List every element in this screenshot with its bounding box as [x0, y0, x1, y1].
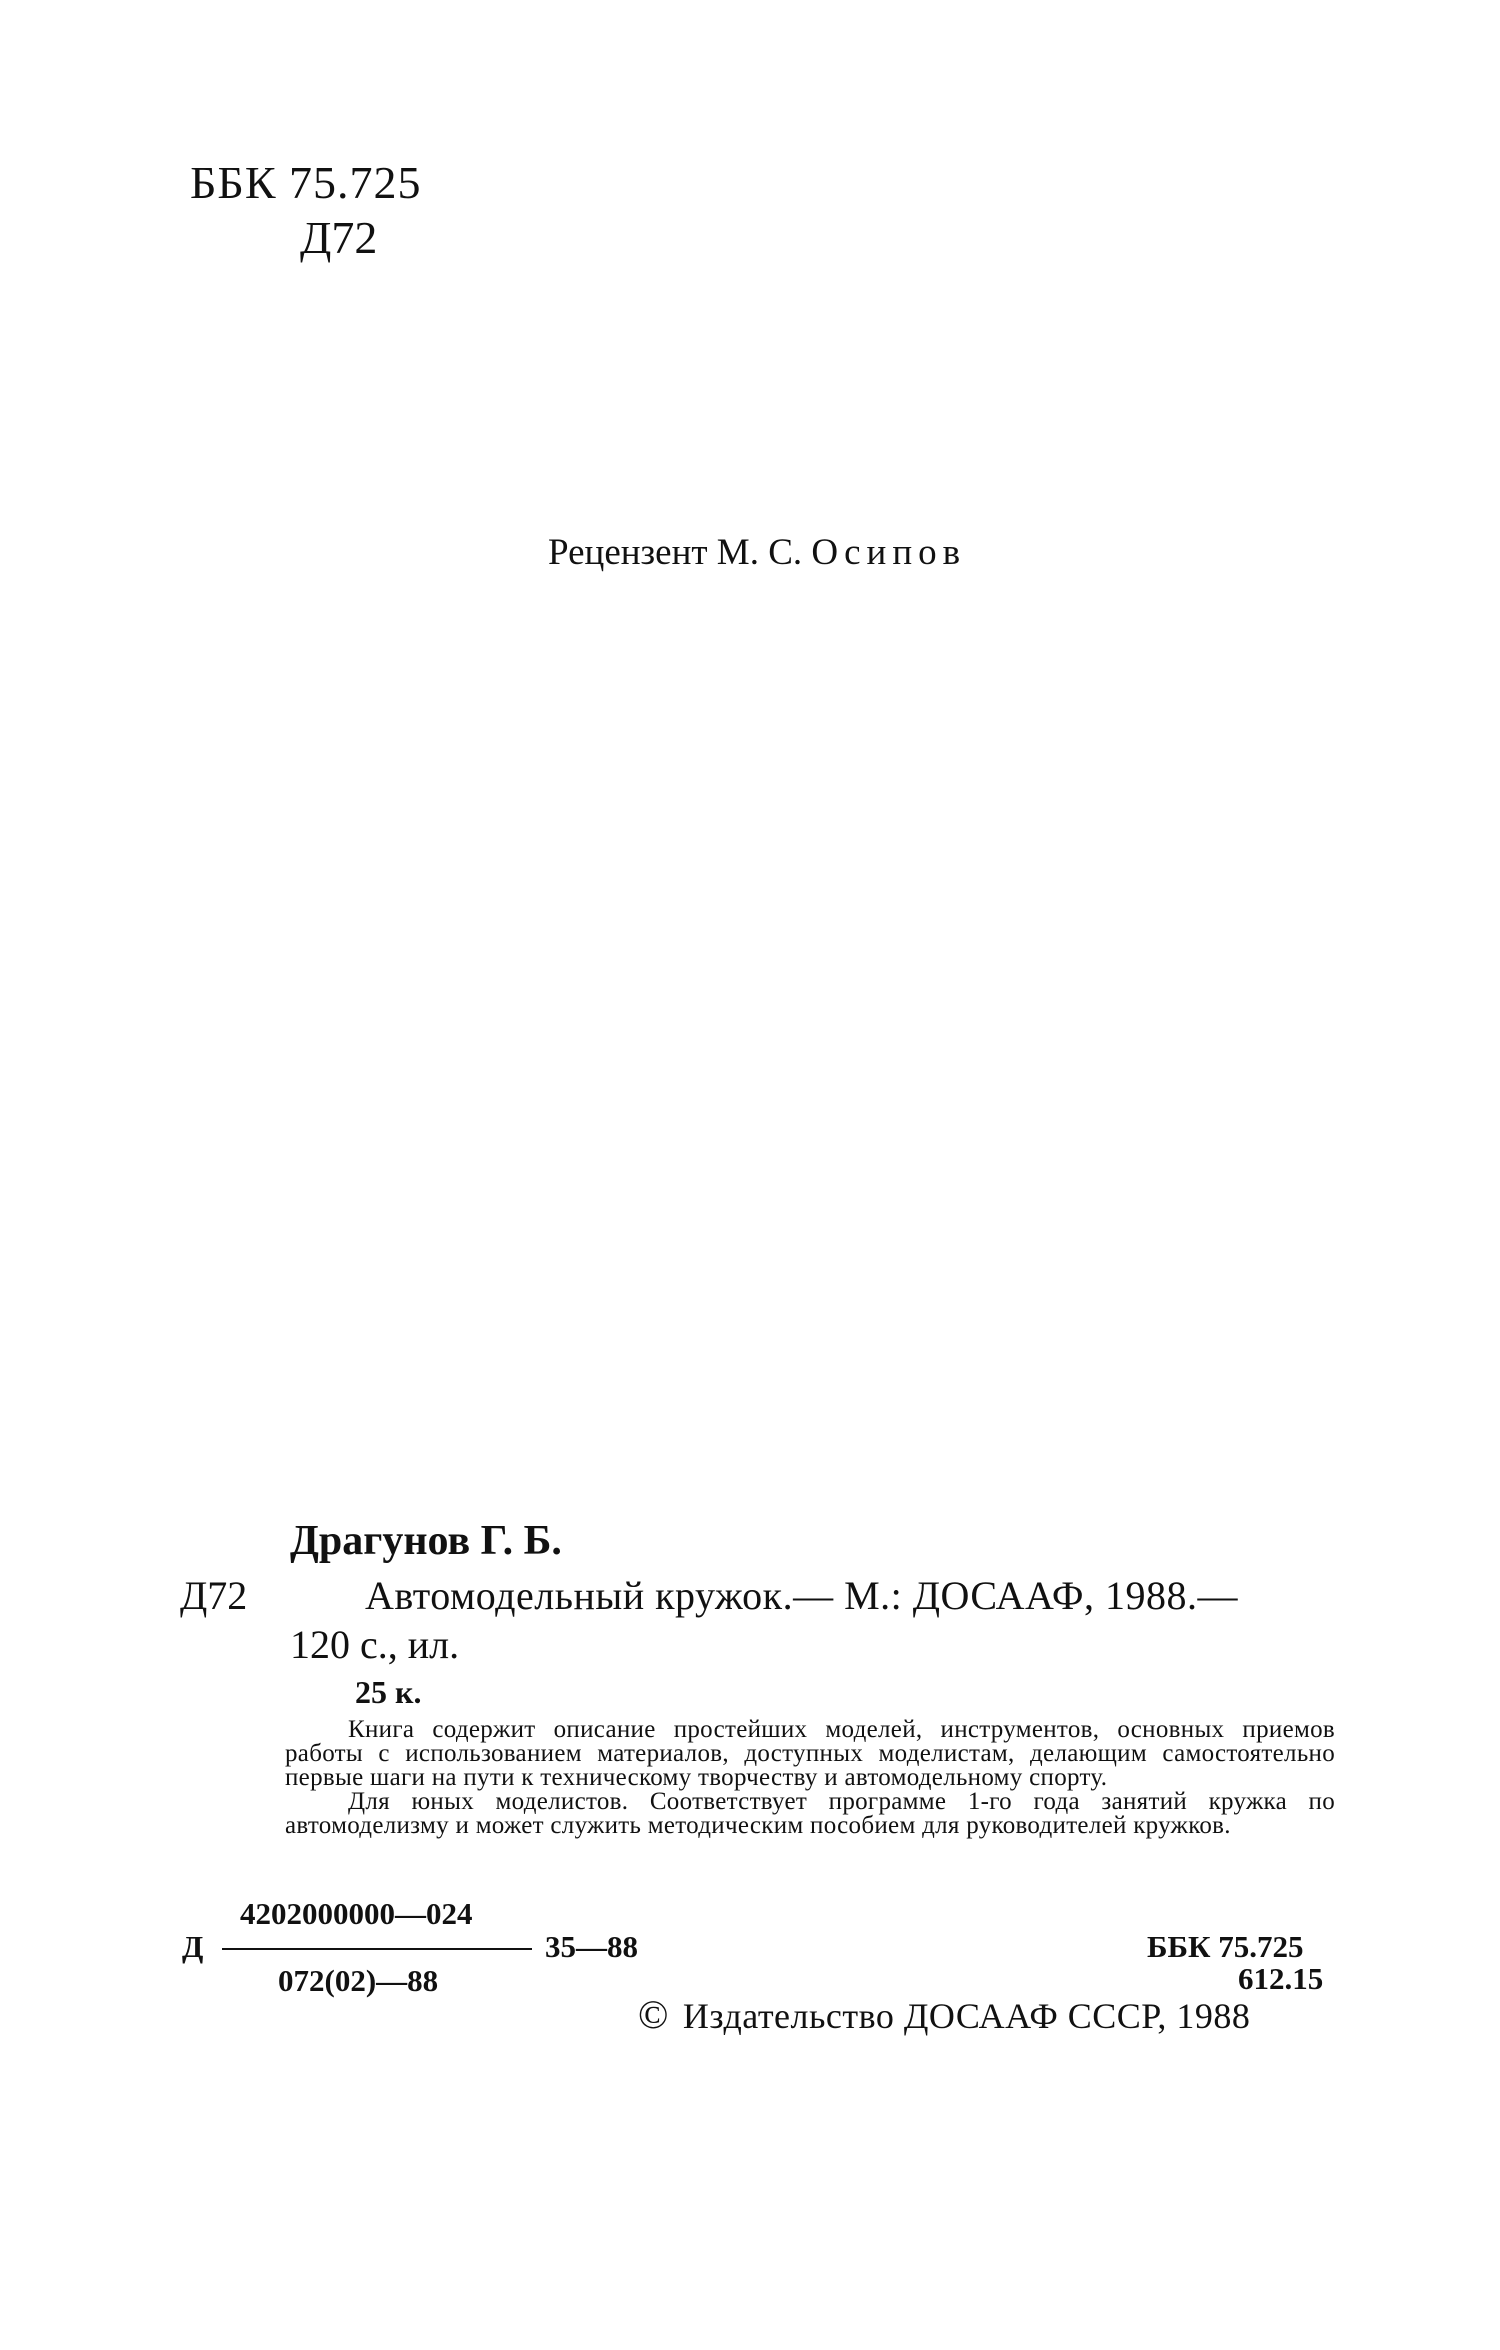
- annotation: [285, 1718, 1335, 1838]
- book-title: Автомодельный кружок.— М.: ДОСААФ, 1988.—: [365, 1573, 1238, 1618]
- annotation-paragraph: Книга содержит описание простейших моделей, инструментов, основных приемов работы с использованием материалов, доступных моделистам, делающим самостоятельно первые шаги на пути к техническому творчеству и автомодельному спорту.: [285, 1716, 1335, 1791]
- index-fraction-rule: [222, 1948, 532, 1950]
- bbk-bottom: ББК 75.725: [1147, 1929, 1304, 1964]
- reviewer-name: Осипов: [811, 532, 967, 573]
- copyright-line: [638, 1992, 1250, 2039]
- index-suffix: 35—88: [545, 1929, 638, 1964]
- record-code: Д72: [180, 1573, 248, 1618]
- bbk-bottom-code: 612.15: [1238, 1961, 1324, 1996]
- copyright-icon: ©: [638, 1992, 669, 2037]
- bbk-classification: ББК 75.725: [190, 157, 422, 208]
- author-name: Драгунов Г. Б.: [290, 1518, 562, 1564]
- page-count: 120 с., ил.: [290, 1622, 460, 1667]
- index-denominator: 072(02)—88: [278, 1963, 439, 1998]
- reviewer-line: [548, 530, 966, 576]
- index-numerator: 4202000000—024: [240, 1896, 473, 1931]
- annotation-paragraph: Для юных моделистов. Соответствует программе 1-го года занятий кружка по автомоделизму и может служить методическим пособием для руководителей кружков.: [285, 1788, 1335, 1839]
- author-mark: Д72: [300, 212, 378, 263]
- index-letter: Д: [182, 1929, 204, 1964]
- reviewer-label: Рецензент М. С.: [548, 532, 803, 573]
- price: 25 к.: [355, 1674, 422, 1710]
- copyright-text: Издательство ДОСААФ СССР, 1988: [682, 1996, 1251, 2036]
